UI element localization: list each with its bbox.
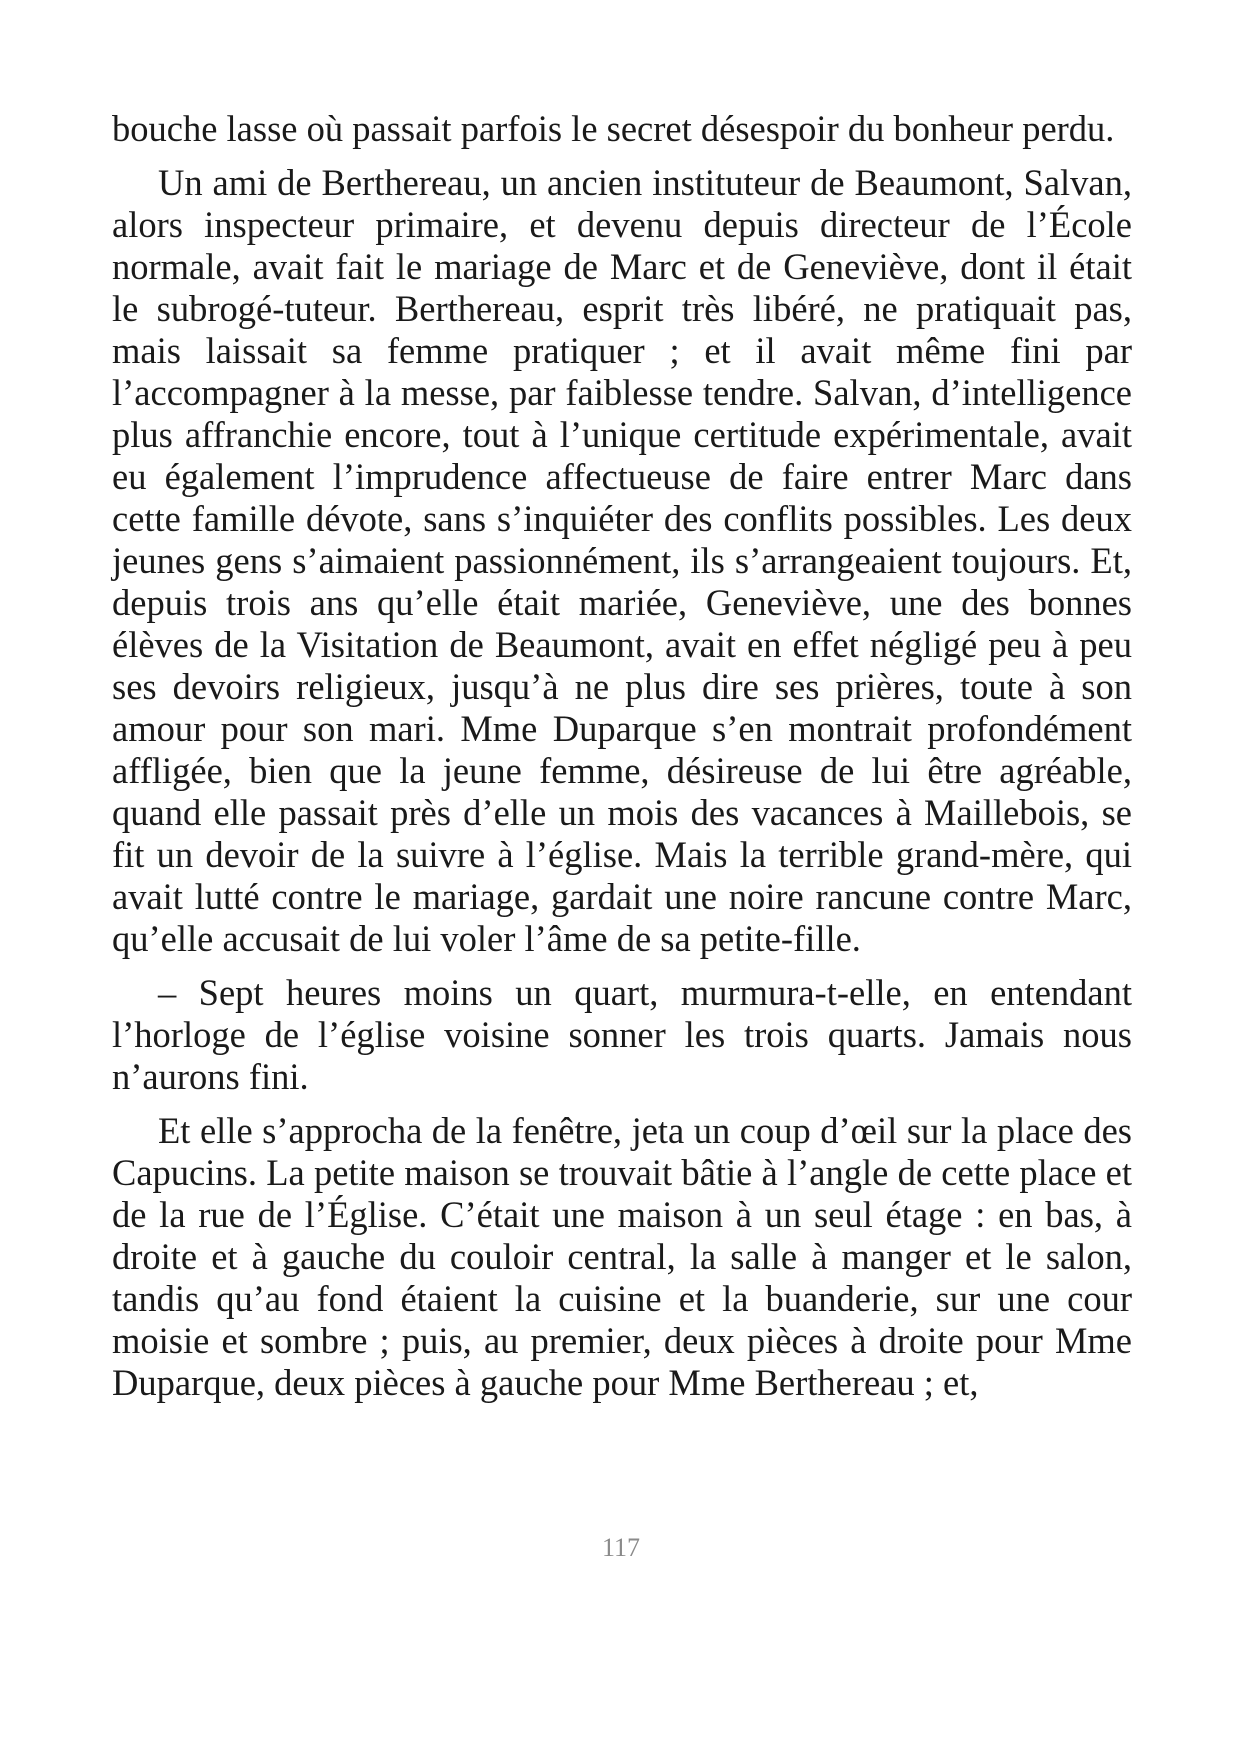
paragraph-house-description: Et elle s’approcha de la fenêtre, jeta un coup d’œil sur la place des Capucins. La petite maison se trouvait bâtie à l’angle de cette place et de la rue de l’Église. C’était une maison à un seul étage : en bas, à droite et à gauche du couloir central, la salle à manger et le salon, tandis qu’au fond étaient la cuisine et la buanderie, sur une cour moisie et sombre ; puis, au premier, deux pièces à droite pour Mme Duparque, deux pièces à gauche pour Mme Berthereau ; et, — [112, 1110, 1132, 1403]
paragraph-dialogue: – Sept heures moins un quart, murmura-t-elle, en entendant l’horloge de l’église voisine sonner les trois quarts. Jamais nous n’aurons fini. — [112, 972, 1132, 1097]
page-body — [112, 108, 1132, 1404]
paragraph-continuation: bouche lasse où passait parfois le secret désespoir du bonheur perdu. — [112, 108, 1115, 149]
page-number: 117 — [601, 1533, 641, 1562]
paragraph-berthereau-salvan: Un ami de Berthereau, un ancien instituteur de Beaumont, Salvan, alors inspecteur primaire, et devenu depuis directeur de l’École normale, avait fait le mariage de Marc et de Geneviève, dont il était le subrogé-tuteur. Berthereau, esprit très libéré, ne pratiquait pas, mais laissait sa femme pratiquer ; et il avait même fini par l’accompagner à la messe, par faiblesse tendre. Salvan, d’intelligence plus affranchie encore, tout à l’unique certitude expérimentale, avait eu également l’imprudence affectueuse de faire entrer Marc dans cette famille dévote, sans s’inquiéter des conflits possibles. Les deux jeunes gens s’aimaient passionnément, ils s’arrangeaient toujours. Et, depuis trois ans qu’elle était mariée, Geneviève, une des bonnes élèves de la Visitation de Beaumont, avait en effet négligé peu à peu ses devoirs religieux, jusqu’à ne plus dire ses prières, toute à son amour pour son mari. Mme Duparque s’en montrait profondément affligée, bien que la jeune femme, désireuse de lui être agréable, quand elle passait près d’elle un mois des vacances à Maillebois, se fit un devoir de la suivre à l’église. Mais la terrible grand-mère, qui avait lutté contre le mariage, gardait une noire rancune contre Marc, qu’elle accusait de lui voler l’âme de sa petite-fille. — [112, 162, 1132, 959]
